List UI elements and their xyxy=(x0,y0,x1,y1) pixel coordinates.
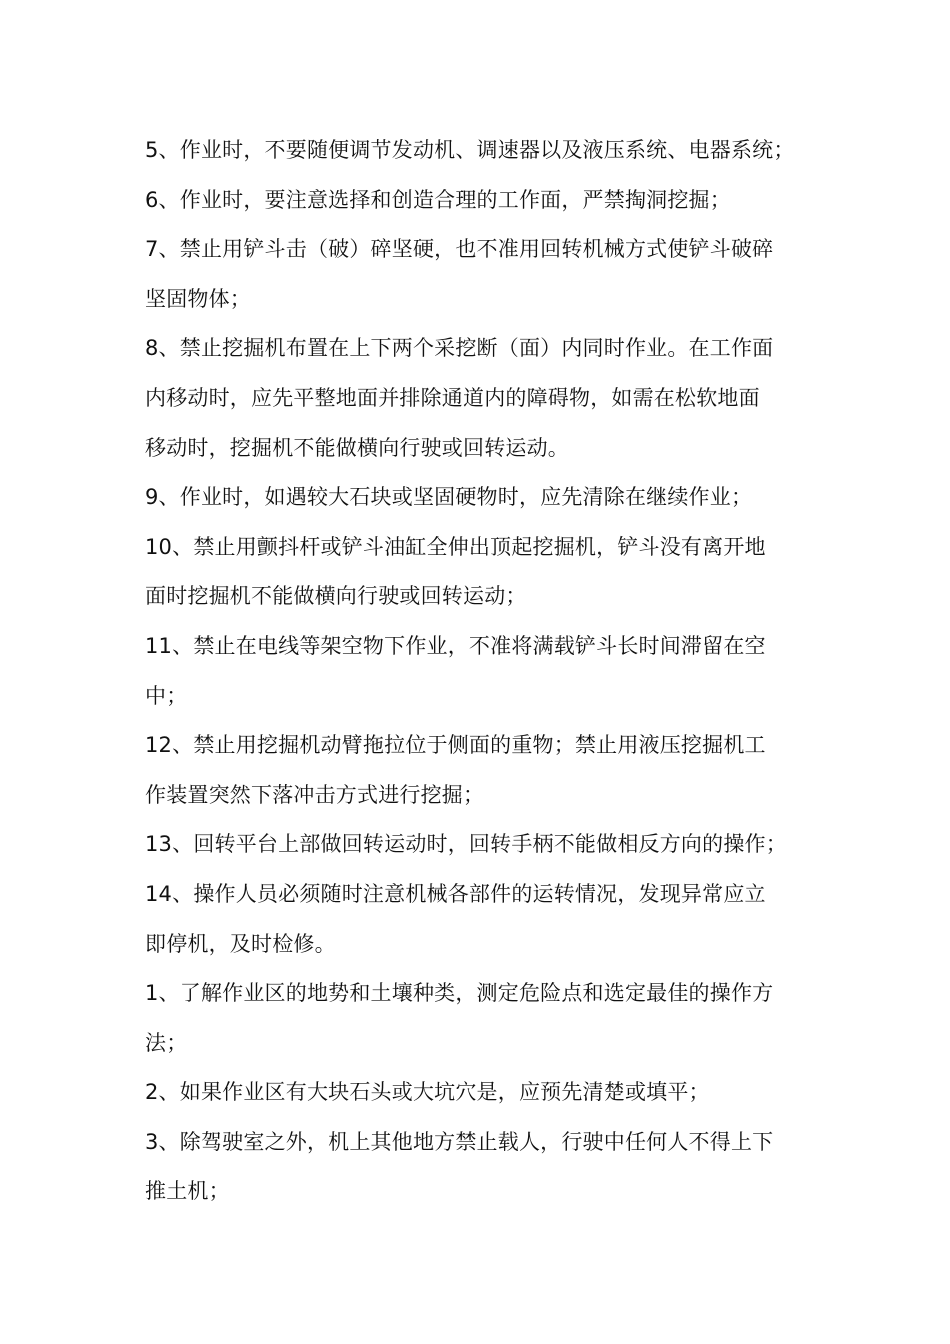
text-line: 中； xyxy=(145,683,188,708)
text-line: 即停机，及时检修。 xyxy=(145,931,336,956)
text-line: 14、操作人员必须随时注意机械各部件的运转情况，发现异常应立 xyxy=(145,881,766,906)
text-line: 内移动时，应先平整地面并排除通道内的障碍物，如需在松软地面 xyxy=(145,385,760,410)
text-line: 面时挖掘机不能做横向行驶或回转运动； xyxy=(145,584,527,609)
text-line: 2、如果作业区有大块石头或大坑穴是，应预先清楚或填平； xyxy=(145,1080,710,1105)
text-line: 9、作业时，如遇较大石块或坚固硬物时，应先清除在继续作业； xyxy=(145,485,753,510)
text-line: 法； xyxy=(145,1030,188,1055)
text-line: 作装置突然下落冲击方式进行挖掘； xyxy=(145,782,485,807)
text-line: 1、了解作业区的地势和土壤种类，测定危险点和选定最佳的操作方 xyxy=(145,981,774,1006)
text-line: 11、禁止在电线等架空物下作业，不准将满载铲斗长时间滞留在空 xyxy=(145,633,766,658)
text-line: 8、禁止挖掘机布置在上下两个采挖断（面）内同时作业。在工作面 xyxy=(145,336,774,361)
text-line: 移动时，挖掘机不能做横向行驶或回转运动。 xyxy=(145,435,569,460)
text-line: 6、作业时，要注意选择和创造合理的工作面，严禁掏洞挖掘； xyxy=(145,187,731,212)
text-line: 7、禁止用铲斗击（破）碎坚硬，也不准用回转机械方式使铲斗破碎 xyxy=(145,237,774,262)
text-line: 10、禁止用颤抖杆或铲斗油缸全伸出顶起挖掘机，铲斗没有离开地 xyxy=(145,534,766,559)
document-body xyxy=(145,126,825,1217)
text-line: 12、禁止用挖掘机动臂拖拉位于侧面的重物；禁止用液压挖掘机工 xyxy=(145,733,766,758)
text-line: 5、作业时，不要随便调节发动机、调速器以及液压系统、电器系统； xyxy=(145,138,795,162)
text-line: 推土机； xyxy=(145,1179,230,1204)
text-line: 3、除驾驶室之外，机上其他地方禁止载人，行驶中任何人不得上下 xyxy=(145,1129,774,1154)
text-line: 坚固物体； xyxy=(145,286,251,311)
text-line: 13、回转平台上部做回转运动时，回转手柄不能做相反方向的操作； xyxy=(145,832,787,857)
